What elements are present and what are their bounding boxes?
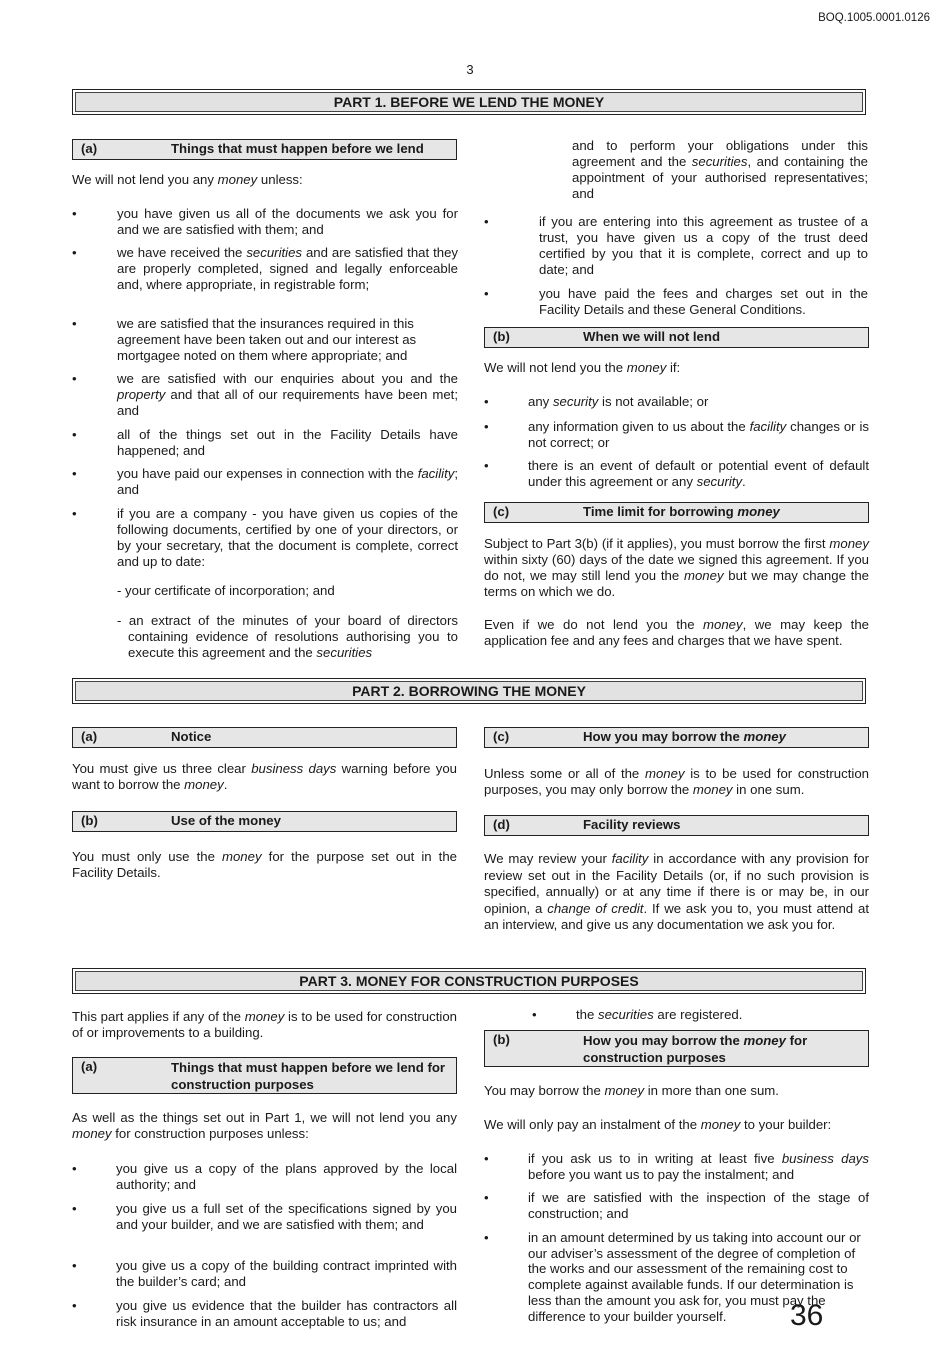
section-3b-paragraph: You may borrow the money in more than one sum. [484,1083,779,1098]
part3-intro: This part applies if any of the money is to be used for construction of or improvements to a building. [72,1009,457,1040]
part2-header [72,678,866,704]
section-2c-text: Unless some or all of the money is to be used for construction purposes, you may only borrow the money in one sum. [484,766,869,797]
section-2a-header [72,727,457,748]
section-title: Time limit for borrowing money [583,504,780,519]
section-title: Notice [171,729,212,744]
section-title: Facility reviews [583,817,681,832]
section-title: Things that must happen before we lend for construction purposes [171,1060,446,1092]
part1-header [72,89,866,115]
section-label: (a) [81,141,98,156]
section-1b-header [484,327,869,348]
section-1c-paragraph: Subject to Part 3(b) (if it applies), you must borrow the first money within sixty (60) days of the date we signed this agreement. If you do not, we may still lend you the money but we may change the terms on which we do. [484,536,869,599]
dash-item: - an extract of the minutes of your board of directors containing evidence of resolutions authorising you to execute this agreement and the securities [117,613,458,660]
section-1a-intro: We will not lend you any money unless: [72,172,303,187]
section-2b-header [72,811,457,832]
section-3b-paragraph: We will only pay an instalment of the money to your builder: [484,1117,832,1132]
section-3b-header [484,1030,869,1067]
dash-item: - your certificate of incorporation; and [117,583,335,598]
section-1a-continuation: and to perform your obligations under this agreement and the securities, and containing the appointment of your authorised representatives; and [572,138,868,201]
section-1b-intro: We will not lend you the money if: [484,360,681,375]
section-title: How you may borrow the money for construction purposes [583,1033,808,1065]
section-title: How you may borrow the money [583,729,786,744]
section-label: (b) [81,813,98,828]
section-1a-header [72,139,457,160]
part3-title: PART 3. MONEY FOR CONSTRUCTION PURPOSES [75,971,863,991]
part3-header [72,968,866,994]
page-stamp-number: 36 [790,1299,824,1332]
document-reference: BOQ.1005.0001.0126 [818,12,930,24]
section-label: (c) [493,729,510,744]
section-title: Use of the money [171,813,281,828]
section-2b-text: You must only use the money for the purpose set out in the Facility Details. [72,849,457,880]
section-2c-header [484,727,869,748]
section-label: (b) [493,1032,510,1047]
part2-title: PART 2. BORROWING THE MONEY [75,681,863,701]
section-label: (d) [493,817,510,832]
section-title: When we will not lend [583,329,721,344]
part1-title: PART 1. BEFORE WE LEND THE MONEY [75,92,863,112]
section-2a-text: You must give us three clear business days warning before you want to borrow the money. [72,761,457,792]
section-label: (a) [81,729,98,744]
section-3a-intro: As well as the things set out in Part 1, we will not lend you any money for construction purposes unless: [72,1110,457,1141]
section-label: (c) [493,504,510,519]
section-2d-text: We may review your facility in accordance with any provision for review set out in the Facility Details (or, if no such provision is specified, annually) or at any time if there is or may be, in our opinion, a change of credit. If we ask you to, you must attend at an interview, and give us any documentation we ask you for. [484,851,869,933]
section-1c-paragraph: Even if we do not lend you the money, we may keep the application fee and any fees and charges that we have spent. [484,617,869,648]
page-number: 3 [466,62,474,77]
section-2d-header [484,815,869,836]
section-label: (b) [493,329,510,344]
section-label: (a) [81,1059,98,1074]
section-3a-header [72,1057,457,1094]
section-title: Things that must happen before we lend [171,141,424,156]
section-1c-header [484,502,869,523]
